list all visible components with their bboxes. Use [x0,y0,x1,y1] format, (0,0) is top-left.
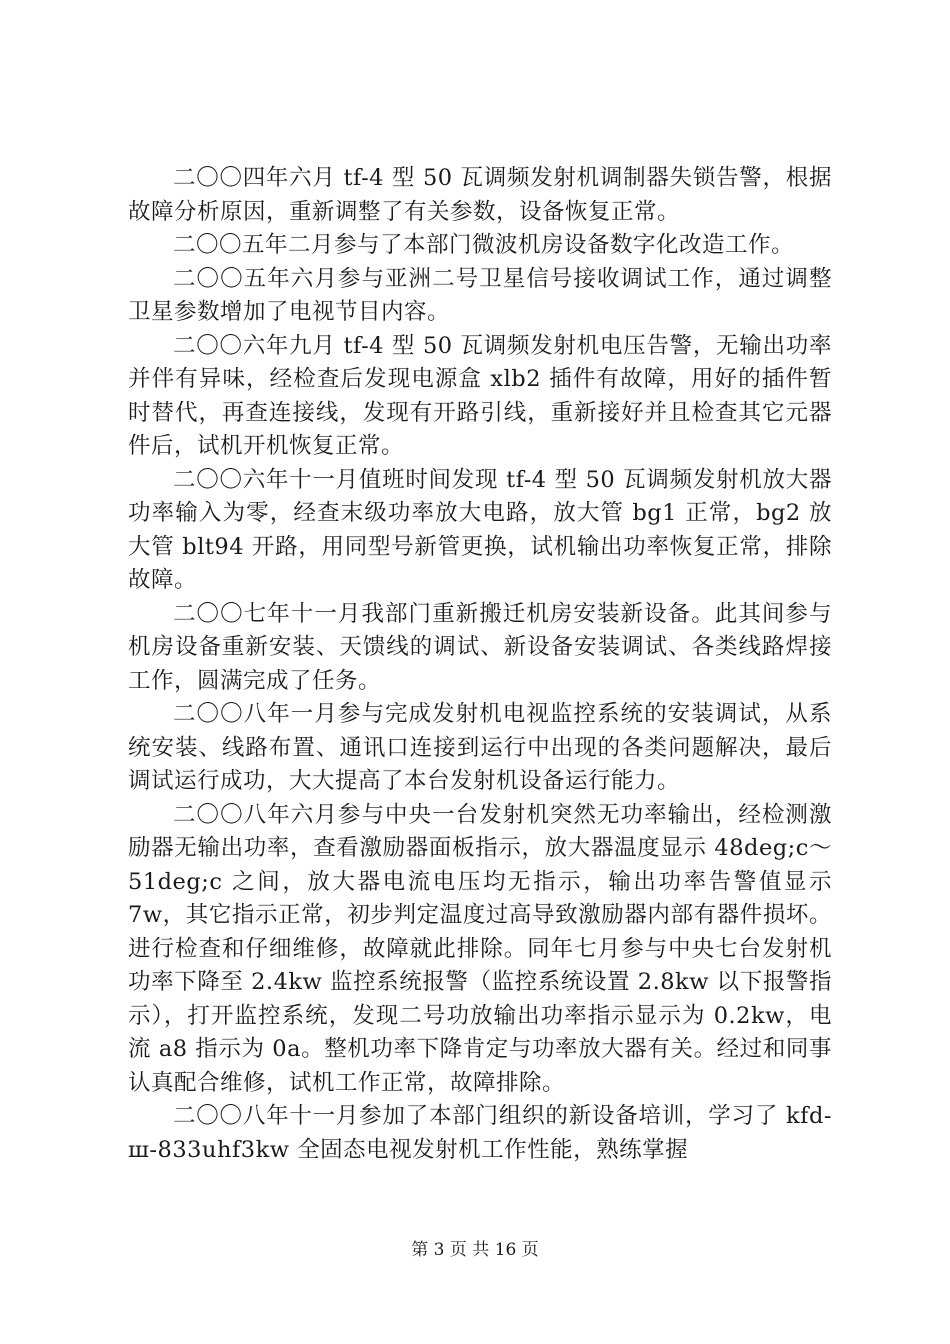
paragraph: 二〇〇七年十一月我部门重新搬迁机房安装新设备。此其间参与机房设备重新安装、天馈线的调试、新设备安装调试、各类线路焊接工作，圆满完成了任务。 [128,600,832,694]
page-number-footer: 第 3 页 共 16 页 [411,1240,539,1260]
document-body [128,162,832,1167]
paragraph: 二〇〇八年一月参与完成发射机电视监控系统的安装调试，从系统安装、线路布置、通讯口连接到运行中出现的各类问题解决，最后调试运行成功，大大提高了本台发射机设备运行能力。 [128,701,832,794]
paragraph: 二〇〇八年六月参与中央一台发射机突然无功率输出，经检测激励器无输出功率，查看激励器面板指示，放大器温度显示 48deg;c～51deg;c 之间，放大器电流电压均无指示，输出功率告警值显示 7w，其它指示正常，初步判定温度过高导致激励器内部有器件损坏。进行检查和仔细维修，故障就此排除。同年七月参与中央七台发射机功率下降至 2.4kw 监控系统报警（监控系统设置 2.8kw 以下报警指示），打开监控系统，发现二号功放输出功率指示显示为 0.2kw，电流 a8 指示为 0a。整机功率下降肯定与功率放大器有关。经过和同事认真配合维修，试机工作正常，故障排除。 [128,801,832,1096]
paragraph: 二〇〇六年九月 tf-4 型 50 瓦调频发射机电压告警，无输出功率并伴有异味，经检查后发现电源盒 xlb2 插件有故障，用好的插件暂时替代，再查连接线，发现有开路引线，重新接好并且检查其它元器件后，试机开机恢复正常。 [128,332,832,459]
paragraph: 二〇〇六年十一月值班时间发现 tf-4 型 50 瓦调频发射机放大器功率输入为零，经查末级功率放大电路，放大管 bg1 正常，bg2 放大管 blt94 开路，用同型号新管更换，试机输出功率恢复正常，排除故障。 [128,466,832,593]
paragraph: 二〇〇五年六月参与亚洲二号卫星信号接收调试工作，通过调整卫星参数增加了电视节目内容。 [128,265,832,325]
paragraph: 二〇〇五年二月参与了本部门微波机房设备数字化改造工作。 [173,232,795,258]
paragraph: 二〇〇四年六月 tf-4 型 50 瓦调频发射机调制器失锁告警，根据故障分析原因，重新调整了有关参数，设备恢复正常。 [128,165,832,225]
paragraph: 二〇〇八年十一月参加了本部门组织的新设备培训，学习了 kfd-ш-833uhf3kw 全固态电视发射机工作性能，熟练掌握 [128,1103,832,1163]
